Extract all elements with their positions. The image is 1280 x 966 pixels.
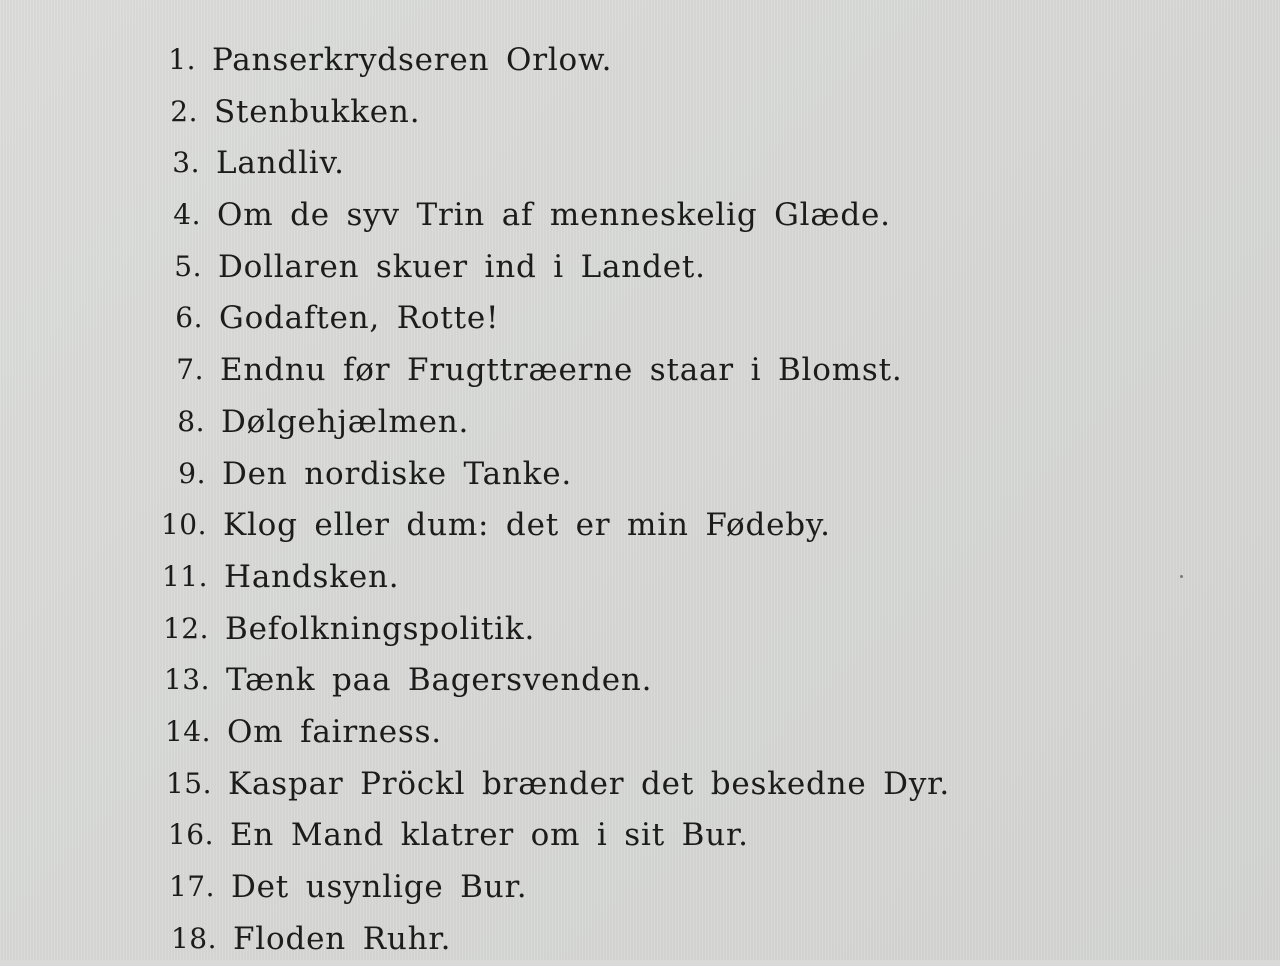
entry-number: 15. <box>165 766 212 800</box>
toc-entry <box>0 191 1280 243</box>
toc-entry <box>0 605 1280 657</box>
toc-entry <box>0 863 1280 915</box>
toc-entry <box>0 656 1280 708</box>
entry-title: En Mand klatrer om i sit Bur. <box>230 817 749 854</box>
toc-entry <box>0 450 1280 502</box>
entry-number: 2. <box>170 94 198 128</box>
toc-entry <box>0 553 1280 605</box>
entry-number: 12. <box>162 611 209 645</box>
toc-entry <box>0 708 1280 760</box>
entry-title: Om de syv Trin af menneskelig Glæde. <box>217 197 891 234</box>
entry-title: Dølgehjælmen. <box>221 403 470 440</box>
entry-number: 3. <box>172 146 200 180</box>
entry-number: 17. <box>168 870 215 903</box>
entry-number: 1. <box>168 43 196 76</box>
entry-number: 5. <box>174 249 202 283</box>
toc-entry <box>0 501 1280 553</box>
entry-number: 11. <box>161 559 208 593</box>
entry-number: 16. <box>167 818 214 852</box>
entry-title: Handsken. <box>224 558 400 595</box>
toc-entry <box>0 398 1280 450</box>
entry-number: 4. <box>173 198 201 232</box>
entry-title: Panserkrydseren Orlow. <box>212 42 613 78</box>
paper-speck <box>1180 575 1183 578</box>
toc-entry <box>0 139 1280 191</box>
entry-number: 10. <box>160 508 207 542</box>
entry-title: Kaspar Pröckl brænder det beskedne Dyr. <box>228 765 951 802</box>
entry-title: Befolkningspolitik. <box>225 610 536 647</box>
entry-title: Tænk paa Bagersvenden. <box>226 662 653 699</box>
toc-entry <box>0 346 1280 398</box>
entry-title: Endnu før Frugttræerne staar i Blomst. <box>220 352 903 389</box>
entry-title: Det usynlige Bur. <box>231 869 528 905</box>
entry-number: 14. <box>164 714 211 748</box>
toc-entry <box>0 243 1280 295</box>
toc-entry <box>0 760 1280 812</box>
toc-entry <box>0 294 1280 346</box>
entry-number: 7. <box>176 353 204 387</box>
entry-title: Landliv. <box>216 145 345 182</box>
toc-entry <box>0 811 1280 863</box>
toc-entry <box>0 915 1280 966</box>
entry-number: 8. <box>177 404 205 438</box>
table-of-contents <box>0 36 1280 966</box>
entry-title: Om fairness. <box>227 713 442 750</box>
toc-entry <box>0 88 1280 140</box>
entry-number: 13. <box>163 663 210 697</box>
entry-title: Stenbukken. <box>214 93 421 130</box>
entry-title: Godaften, Rotte! <box>219 300 500 337</box>
entry-title: Den nordiske Tanke. <box>222 455 573 492</box>
entry-title: Floden Ruhr. <box>233 920 452 957</box>
entry-title: Dollaren skuer ind i Landet. <box>218 248 706 285</box>
entry-title: Klog eller dum: det er min Fødeby. <box>223 507 831 544</box>
entry-number: 18. <box>170 921 217 955</box>
entry-number: 6. <box>175 301 203 335</box>
entry-number: 9. <box>178 456 206 490</box>
toc-entry <box>0 36 1280 88</box>
